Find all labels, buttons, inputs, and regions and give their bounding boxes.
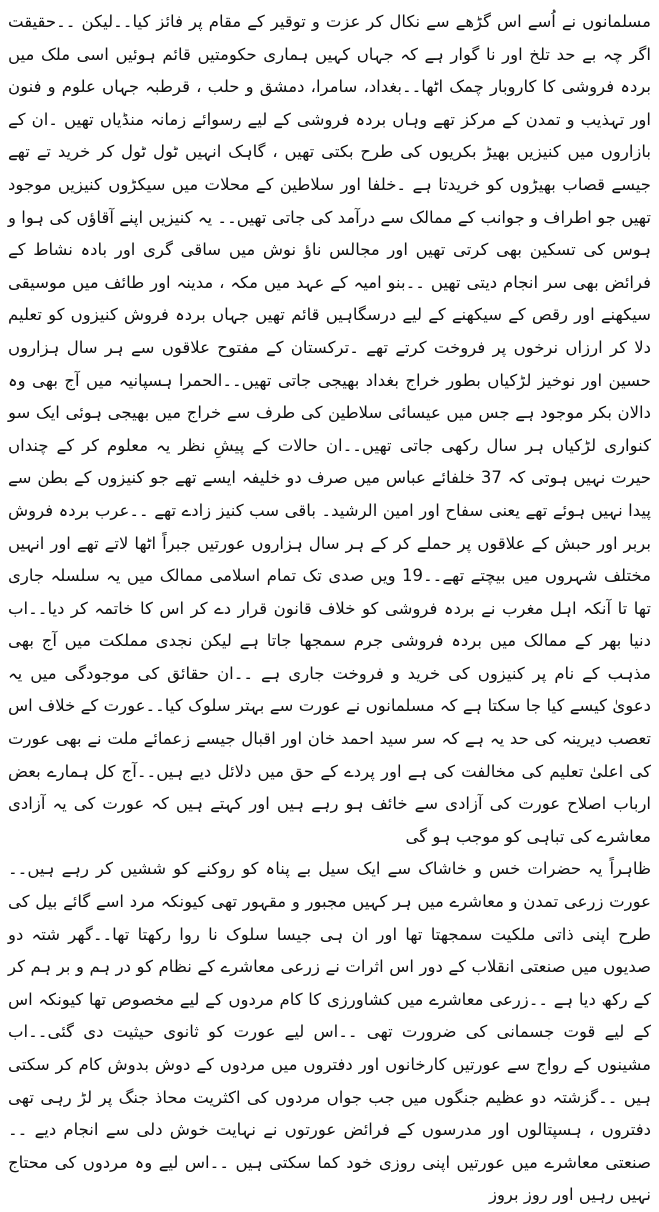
paragraph-1: مسلمانوں نے اُسے اس گڑھے سے نکال کر عزت و توقیر کے مقام پر فائز کیا۔۔لیکن ۔۔حقیقت اگر چہ بے حد تلخ اور نا گوار ہے کہ جہاں کہیں ہماری حکومتیں قائم ہوئیں اسی ملک میں بردہ فروشی کا کاروبار چمک اٹھا۔۔بغداد، سامرا، دمشق و حلب ، قرطبہ جہاں علوم و فنون اور تہذیب و تمدن کے مرکز تھے وہاں بردہ فروشی کے لیے رسوائے زمانہ منڈیاں تھیں ۔ان کے بازاروں میں کنیزیں بھیڑ بکریوں کی طرح بکتی تھیں ، گاہک انہیں ٹول ٹول کر خرید تے تھے جیسے قصاب بھیڑوں کو خریدتا ہے ۔خلفا اور سلاطین کے محلات میں سیکڑوں کنیزیں موجود تھیں جو اطراف و جوانب کے ممالک سے درآمد کی جاتی تھیں۔۔ یہ کنیزیں اپنے آقاؤں کی ہوا و ہوس کی تسکین بھی کرتی تھیں اور مجالس ناؤ نوش میں ساقی گری اور بادہ نشاط کے فرائض بھی سر انجام دیتی تھیں ۔۔بنو امیہ کے عہد میں مکہ ، مدینہ اور طائف میں موسیقی سیکھنے اور رقص کے سیکھنے کے لیے درسگاہیں قائم تھیں جہاں بردہ فروش کنیزوں کو تعلیم دلا کر ارزاں نرخوں پر فروخت کرتے تھے ۔ترکستان کے مفتوح علاقوں سے ہر سال ہزاروں حسین اور نوخیز لڑکیاں بطور خراج بغداد بھیجی جاتی تھیں۔۔الحمرا ہسپانیہ میں آج بھی وہ دالان بکر موجود ہے جس میں عیسائی سلاطین کی طرف سے خراج میں بھیجی ہوئی ایک سو کنواری لڑکیاں ہر سال رکھی جاتی تھیں۔۔ان حالات کے پیشِ نظر یہ معلوم کر کے چنداں حیرت نہیں ہوتی کہ 37 خلفائے عباس میں صرف دو خلیفہ ایسے تھے جو کنیزوں کے بطن سے پیدا نہیں ہوئے تھے یعنی سفاح اور امین الرشید۔ باقی سب کنیز زادے تھے ۔۔عرب بردہ فروش بربر اور حبش کے علاقوں پر حملے کر کے ہر سال ہزاروں عورتیں جبراً اٹھا لاتے تھے اور انہیں مختلف شہروں میں بیچتے تھے۔۔19 ویں صدی تک تمام اسلامی ممالک میں یہ سلسلہ جاری تھا تا آنکہ اہل مغرب نے بردہ فروشی کو خلاف قانون قرار دے کر اس کا خاتمہ کر دیا۔۔اب دنیا بھر کے ممالک میں بردہ فروشی جرم سمجھا جاتا ہے لیکن نجدی مملکت میں آج بھی مذہب کے نام پر کنیزوں کی خرید و فروخت جاری ہے ۔۔ان حقائق کی موجودگی میں یہ دعویٰ کیسے کیا جا سکتا ہے کہ مسلمانوں نے عورت سے بہتر سلوک کیا۔۔عورت کے خلاف اس تعصب دیرینہ کی حد یہ ہے کہ سر سید احمد خان اور اقبال جیسے زعمائے ملت نے بھی عورت کی اعلیٰ تعلیم کی مخالفت کی ہے اور پردے کے حق میں دلائل دیے ہیں۔۔آج کل ہمارے بعض ارباب اصلاح عورت کی آزادی سے خائف ہو رہے ہیں اور کہتے ہیں کہ عورت کی یہ آزادی معاشرے کی تباہی کو موجب ہو گی [8, 12, 652, 846]
paragraph-2: ظاہراً یہ حضرات خس و خاشاک سے ایک سیل بے پناہ کو روکنے کو ششیں کر رہے ہیں۔۔عورت زرعی تمدن و معاشرے میں ہر کہیں مجبور و مقہور تھی کیونکہ مرد اسے گائے بیل کی طرح اپنی ذاتی ملکیت سمجھتا تھا اور ان ہی جیسا سلوک نا روا رکھتا تھا۔۔گھر شتہ دو صدیوں میں صنعتی انقلاب کے دور اس اثرات نے زرعی معاشرے کے نظام کو در ہم و بر ہم کر کے رکھ دیا ہے ۔۔زرعی معاشرے میں کشاورزی کا کام مردوں کے لیے مخصوص تھا کیونکہ اس کے لیے قوت جسمانی کی ضرورت تھی ۔۔اس لیے عورت کو ثانوی حیثیت دی گئی۔۔اب مشینوں کے رواج سے عورتیں کارخانوں اور دفتروں میں مردوں کے دوش بدوش کام کر سکتی ہیں ۔۔گزشتہ دو عظیم جنگوں میں جب جواں مردوں کی اکثریت محاذ جنگ پر لڑ رہی تھی دفتروں ، ہسپتالوں اور مدرسوں کے فرائض عورتوں نے نہایت خوش دلی سے انجام دیے ۔۔صنعتی معاشرے میں عورتیں اپنی روزی خود کما سکتی ہیں ۔۔اس لیے وہ مردوں کی محتاج نہیں رہیں اور روز بروز [8, 859, 651, 1205]
document-body [8, 6, 651, 1212]
